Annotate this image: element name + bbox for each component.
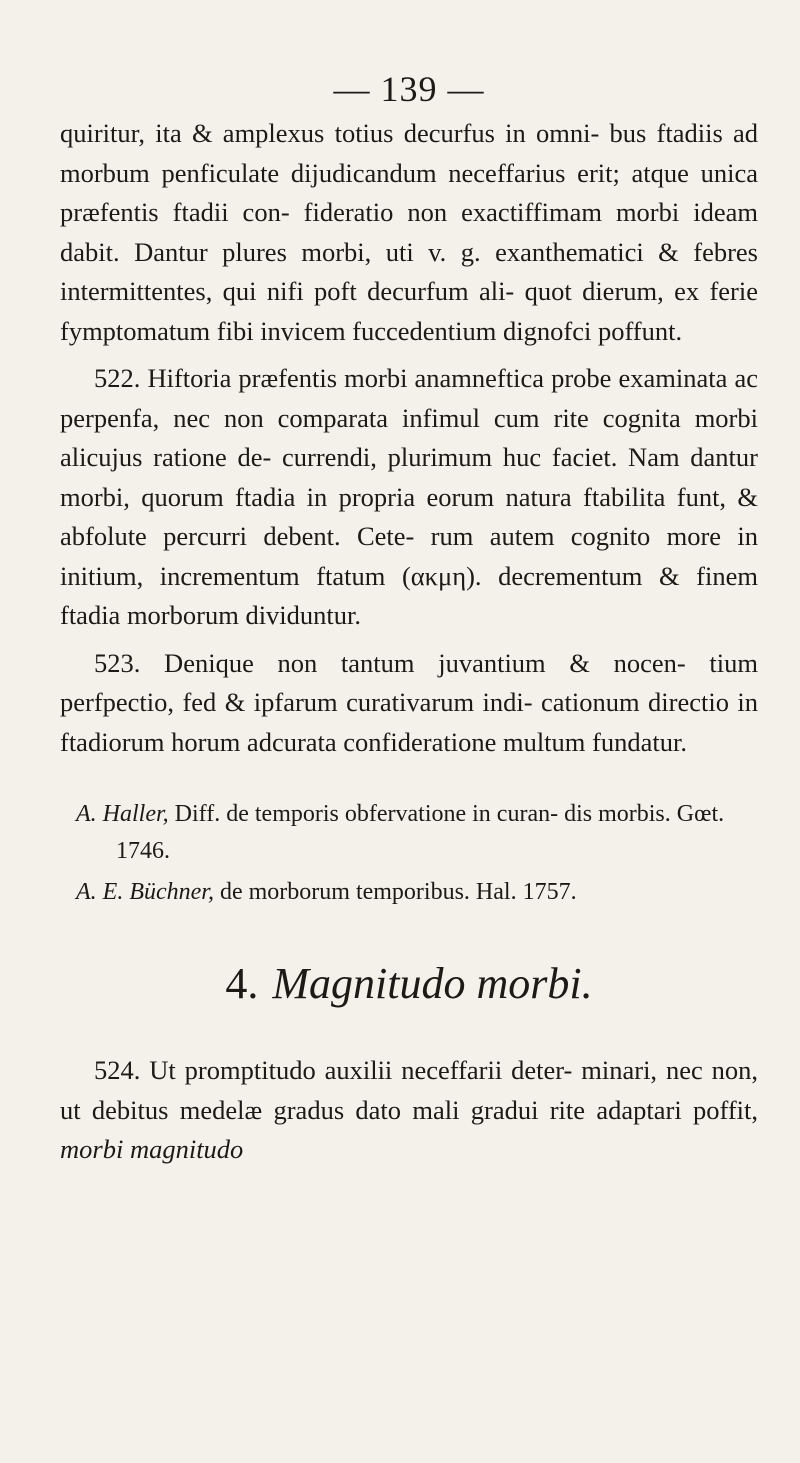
- reference-author: A. E. Büchner,: [76, 879, 214, 905]
- body-text-2: [60, 1051, 758, 1170]
- page-number: — 139 —: [333, 69, 485, 109]
- section-heading: [60, 957, 758, 1011]
- paragraph-524-italic: morbi magnitudo: [60, 1134, 244, 1164]
- paragraph-524-text: 524. Ut promptitudo auxilii neceffarii deter- minari, nec non, ut debitus medelæ gradus dato mali gradui rite adaptari poffit,: [60, 1055, 758, 1125]
- references: [60, 796, 758, 911]
- reference-author: A. Haller,: [76, 801, 169, 827]
- section-number: 4.: [225, 959, 259, 1008]
- reference-text: Diff. de temporis obfervatione in curan- dis morbis. Gœt. 1746.: [116, 801, 725, 864]
- body-text: [60, 114, 758, 762]
- paragraph-522: 522. Hiftoria præfentis morbi anamneftica probe examinata ac perpenfa, nec non comparata infimul cum rite cognita morbi alicujus ratione de- currendi, plurimum huc faciet. Nam dantur morbi, quorum ftadia in propria eorum natura ftabilita funt, & abfolute percurri debent. Cete- rum autem cognito more in initium, incrementum ftatum (ακμη). decrementum & finem ftadia morborum dividuntur.: [60, 363, 758, 630]
- reference-buechner: [60, 874, 758, 911]
- reference-haller: [60, 796, 758, 870]
- paragraph-523: 523. Denique non tantum juvantium & nocen- tium perfpectio, fed & ipfarum curativarum indi- cationum directio in ftadiorum horum adcurata confideratione multum fundatur.: [60, 647, 758, 757]
- paragraph-continuation: quiritur, ita & amplexus totius decurfus in omni- bus ftadiis ad morbum penficulate dijudicandum neceffarius erit; atque unica præfentis ftadii con- fideratio non exactiffimam morbi ideam dabit. Dantur plures morbi, uti v. g. exanthematici & febres intermittentes, qui nifi poft decurfum ali- quot dierum, ex ferie fymptomatum fibi invicem fuccedentium dignofci poffunt.: [60, 118, 758, 346]
- paragraph-524: [60, 1051, 758, 1170]
- section-title: Magnitudo morbi.: [272, 959, 593, 1008]
- reference-text: de morborum temporibus. Hal. 1757.: [213, 879, 577, 905]
